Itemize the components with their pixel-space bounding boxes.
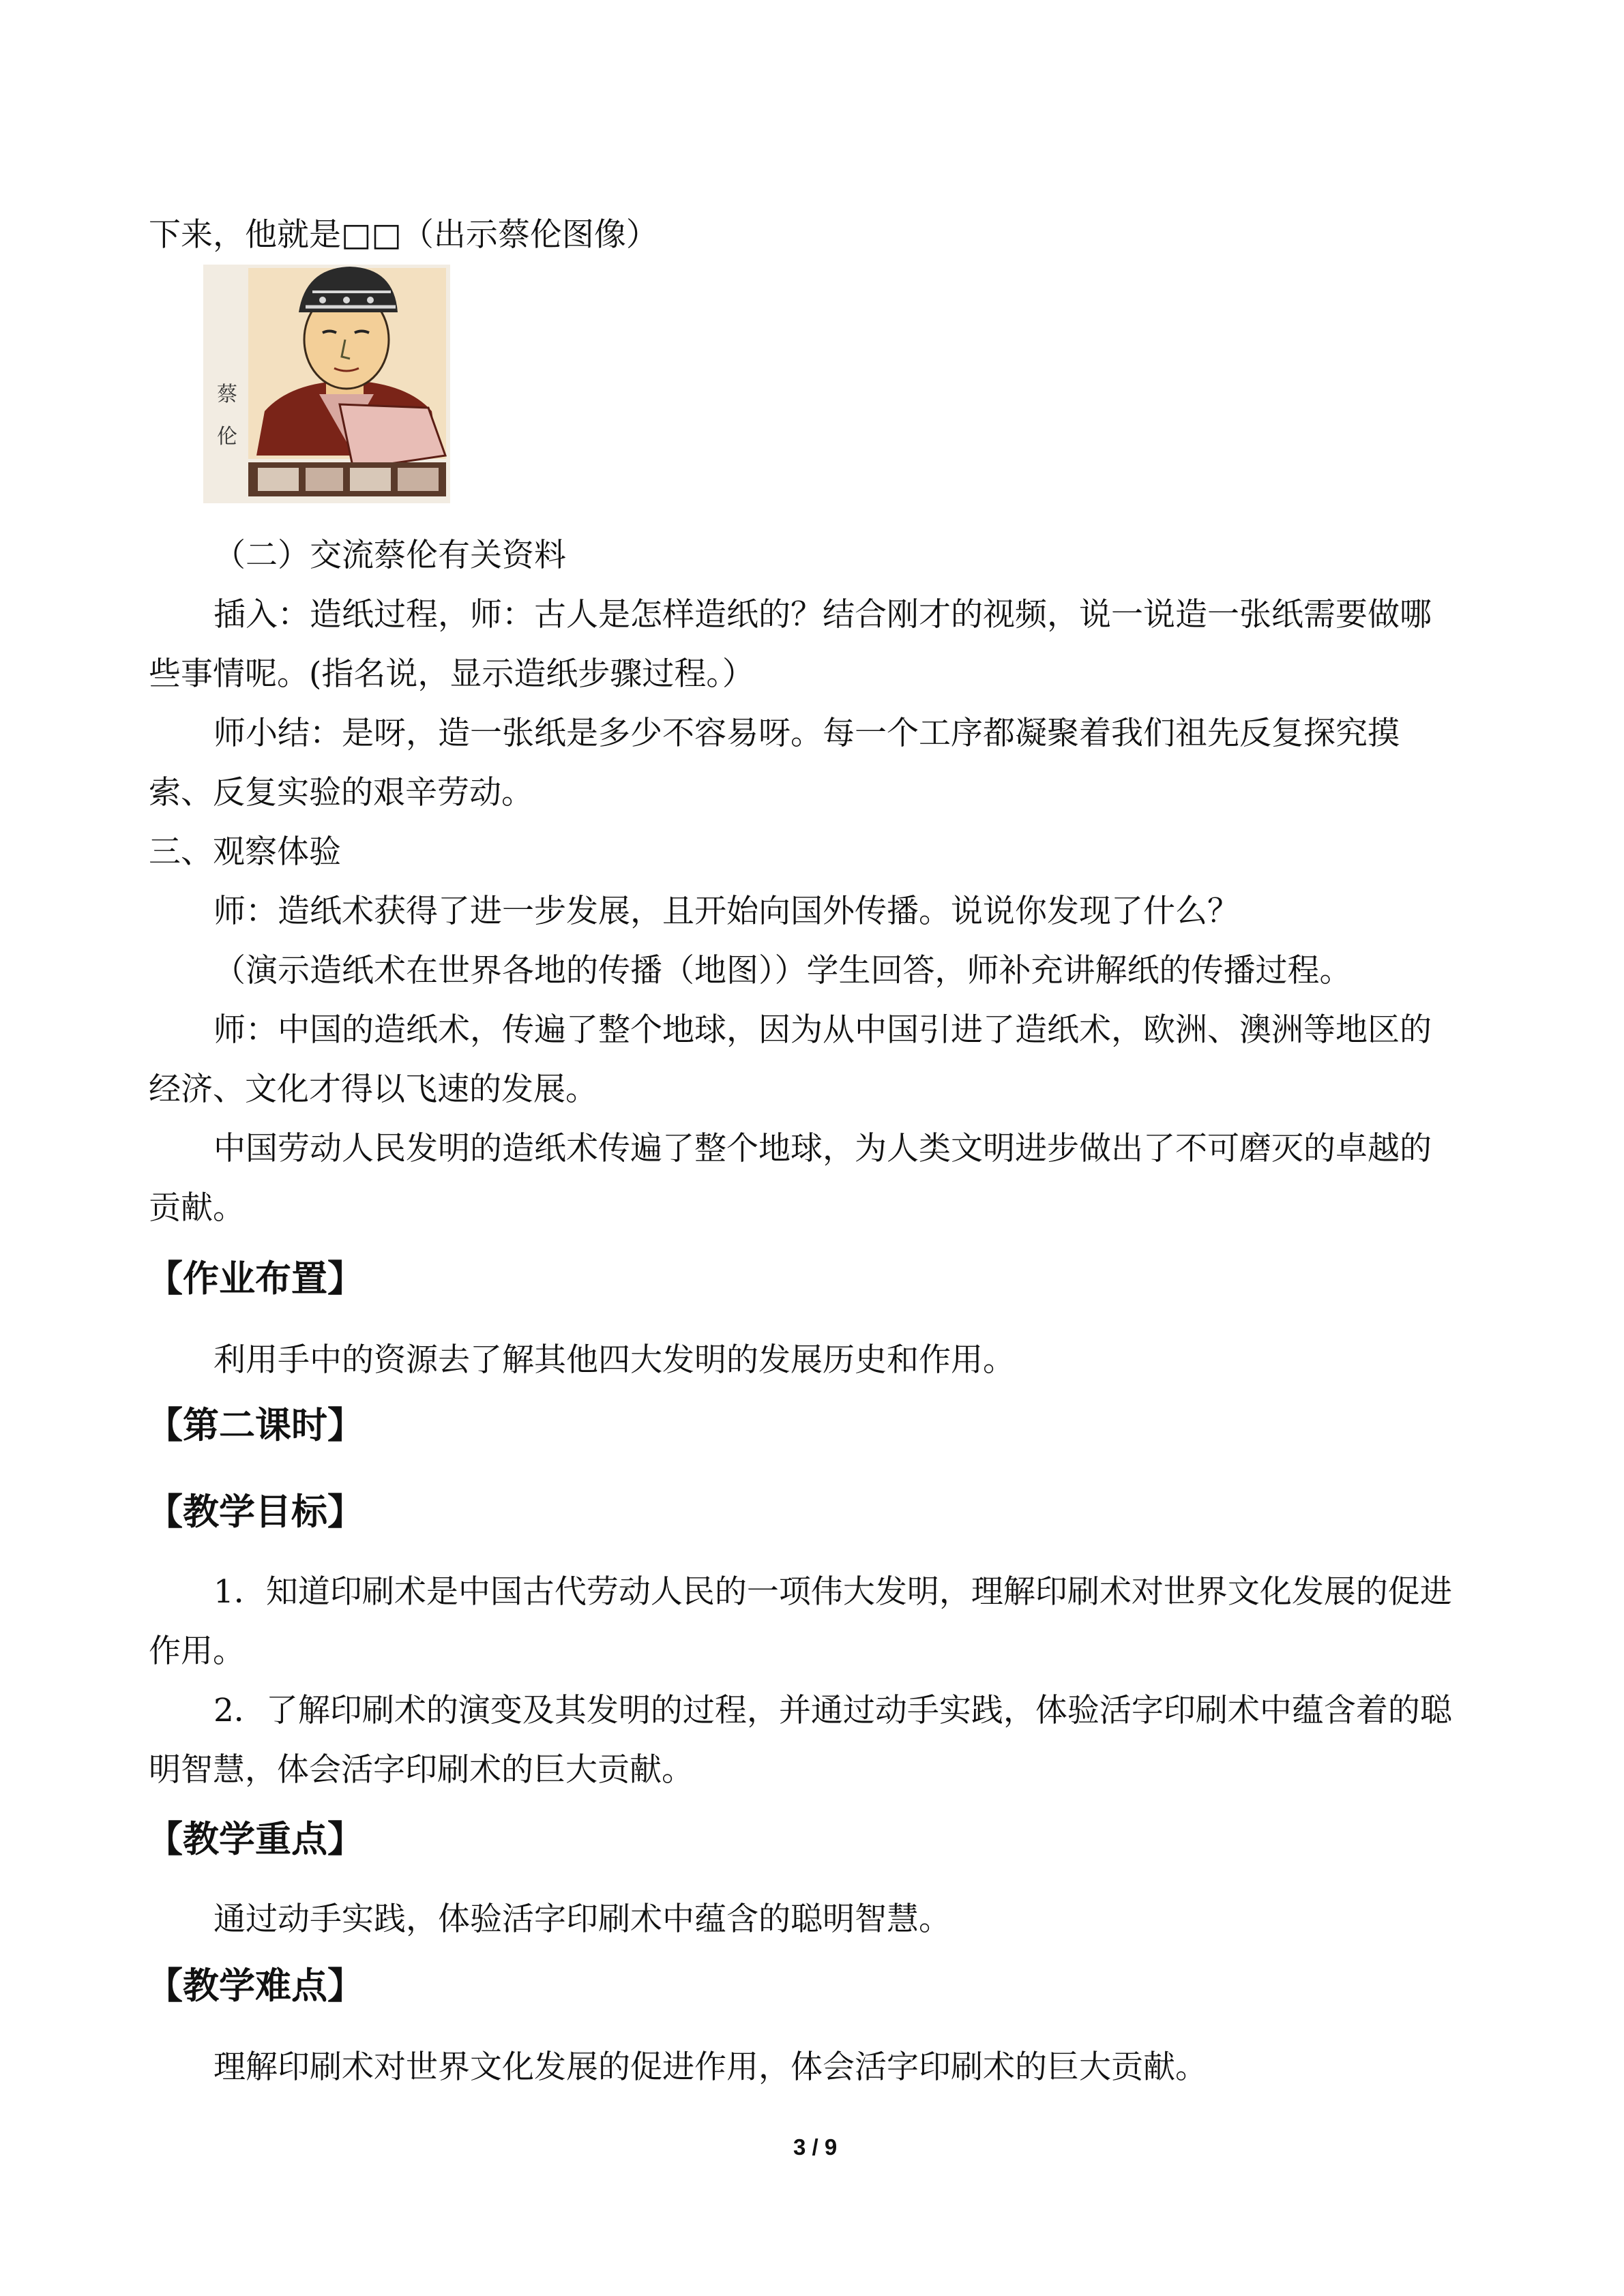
focus-text: 通过动手实践，体验活字印刷术中蕴含的聪明智慧。	[213, 1900, 951, 1938]
goal-1: 1．知道印刷术是中国古代劳动人民的一项伟大发明，理解印刷术对世界文化发展的促进	[213, 1573, 1452, 1611]
heading-difficulty: 【教学难点】	[147, 1965, 364, 2007]
portrait-illustration	[203, 265, 450, 503]
intro-line: 下来，他就是□□（出示蔡伦图像）	[149, 216, 658, 254]
line-2: 插入：造纸过程，师：古人是怎样造纸的？结合刚才的视频，说一说造一张纸需要做哪	[213, 596, 1432, 633]
line-12: 贡献。	[149, 1189, 245, 1227]
line-6: 三、观察体验	[149, 833, 341, 871]
line-5: 索、反复实验的艰辛劳动。	[149, 774, 533, 811]
difficulty-text: 理解印刷术对世界文化发展的促进作用，体会活字印刷术的巨大贡献。	[213, 2048, 1207, 2086]
heading-lesson-2: 【第二课时】	[147, 1405, 364, 1446]
line-4: 师小结：是呀，造一张纸是多少不容易呀。每一个工序都凝聚着我们祖先反复探究摸	[213, 715, 1400, 752]
portrait-label-char-2: 伦	[217, 425, 237, 449]
line-1: （二）交流蔡伦有关资料	[213, 537, 566, 574]
line-8: （演示造纸术在世界各地的传播（地图））学生回答，师补充讲解纸的传播过程。	[213, 952, 1352, 989]
goal-2-cont: 明智慧，体会活字印刷术的巨大贡献。	[149, 1751, 694, 1789]
line-11: 中国劳动人民发明的造纸术传遍了整个地球，为人类文明进步做出了不可磨灭的卓越的	[213, 1130, 1432, 1167]
heading-focus: 【教学重点】	[147, 1819, 364, 1860]
goal-2: 2．了解印刷术的演变及其发明的过程，并通过动手实践，体验活字印刷术中蕴含着的聪	[213, 1692, 1452, 1729]
heading-homework: 【作业布置】	[147, 1258, 364, 1300]
portrait-label-char-1: 蔡	[217, 383, 237, 406]
homework-text: 利用手中的资源去了解其他四大发明的发展历史和作用。	[213, 1341, 1015, 1379]
page-number: 3 / 9	[793, 2134, 838, 2160]
line-3: 些事情呢。(指名说，显示造纸步骤过程。）	[149, 655, 754, 693]
line-9: 师：中国的造纸术，传遍了整个地球，因为从中国引进了造纸术，欧洲、澳洲等地区的	[213, 1011, 1432, 1049]
cai-lun-portrait	[203, 265, 450, 503]
line-7: 师：造纸术获得了进一步发展，且开始向国外传播。说说你发现了什么？	[213, 893, 1239, 930]
goal-1-cont: 作用。	[149, 1632, 245, 1670]
heading-goals: 【教学目标】	[147, 1491, 364, 1533]
line-10: 经济、文化才得以飞速的发展。	[149, 1071, 597, 1108]
